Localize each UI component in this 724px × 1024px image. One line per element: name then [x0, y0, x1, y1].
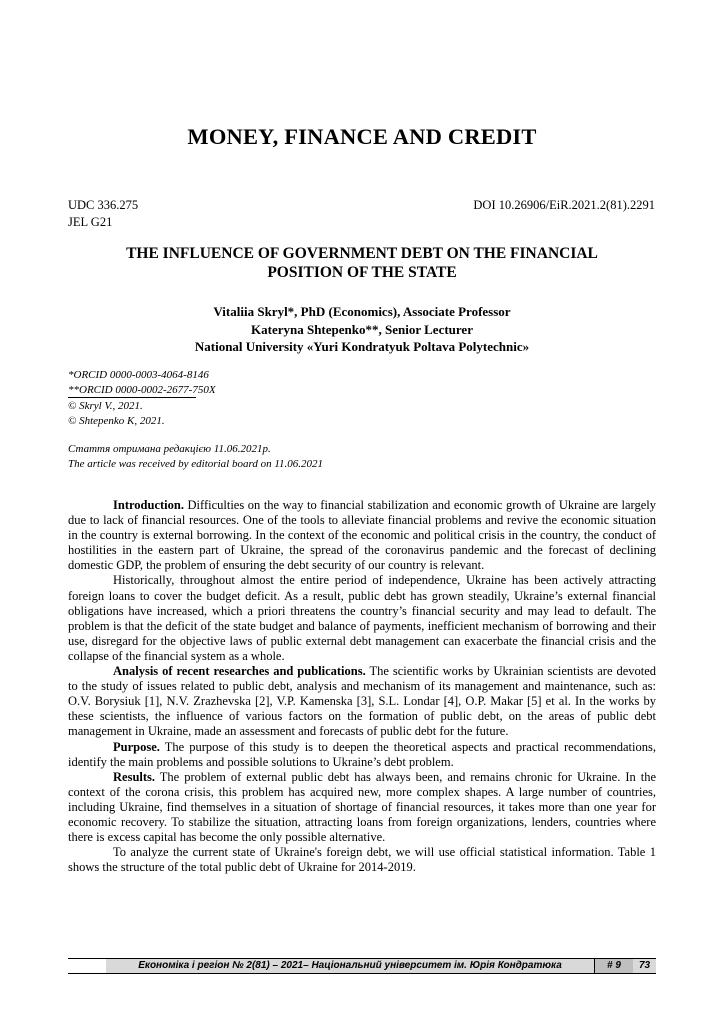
footer-journal: Економіка і регіон № 2(81) – 2021– Національний університет ім. Юрія Кондратюка [106, 959, 594, 973]
paragraph: To analyze the current state of Ukraine's foreign debt, we will use official statistical information. Table 1 shows the structure of the total public debt of Ukraine for 2014-2019. [68, 845, 656, 875]
affiliation: National University «Yuri Kondratyuk Poltava Polytechnic» [194, 339, 530, 354]
section-title: MONEY, FINANCE AND CREDIT [187, 124, 537, 149]
footer-spacer [68, 959, 107, 973]
received-note-en: The article was received by editorial board on 11.06.2021 [68, 457, 323, 470]
paper-title [68, 244, 656, 282]
paragraph-heading: Purpose. [113, 739, 160, 754]
doi[interactable]: DOI 10.26906/EiR.2021.2(81).2291 [473, 198, 655, 212]
footer-issue: # 9 [594, 959, 634, 973]
author-line: Vitaliia Skryl*, PhD (Economics), Associate Professor [213, 304, 511, 319]
orcid-note[interactable]: **ORCID 0000-0002-2677-750X [68, 383, 216, 396]
paragraph: Historically, throughout almost the entire period of independence, Ukraine has been actively attracting foreign loans to cover the budget deficit. As a result, public debt has grown steadily, Ukraine’s external financial obligations have increased, which a priori threatens the country’s financial security and may lead to default. The problem is that the deficit of the state budget and balance of payments, inefficient mechanism of borrowing and their use, disregard for the objective laws of public external debt management can exacerbate the financial crisis and the collapse of the financial system as a whole. [68, 573, 656, 663]
note-divider [68, 397, 196, 398]
page-footer [68, 958, 656, 974]
copyright-note: © Shtepenko K, 2021. [68, 414, 165, 427]
paragraph-text: The scientific works by Ukrainian scientists are devoted to the study of issues related to public debt, analysis and mechanism of its management and maintenance, such as: O.V. Borysiuk [1], N.V. Zrazhevska [2], V.P. Kamenska [3], S.L. Londar [4], O.P. Makar [5] et al. In the works by these scientists, the influence of various factors on the formation of public debt, on the areas of public debt management in Ukraine, made an assessment and forecasts of public debt for the future. [68, 664, 657, 739]
classification-codes [68, 197, 138, 231]
paper-title-line: THE INFLUENCE OF GOVERNMENT DEBT ON THE FINANCIAL [126, 245, 598, 262]
paragraph-text: The problem of external public debt has always been, and remains chronic for Ukraine. In the context of the corona crisis, this problem has acquired new, more complex shapes. A large number of countries, including Ukraine, find themselves in a situation of shortage of financial resources, it takes more than one year for economic recovery. To stabilize the situation, attracting loans from foreign organizations, lenders, countries where there is excess capital has become the only possible alternative. [68, 769, 656, 845]
received-note-ua: Стаття отримана редакцією 11.06.2021р. [68, 443, 271, 455]
article-body [68, 498, 656, 875]
udc-code: UDC 336.275 [68, 198, 139, 212]
paragraph-results [68, 770, 656, 845]
paragraph-heading: Results. [113, 769, 156, 784]
paragraph-heading: Introduction. [113, 498, 184, 512]
article-notes [68, 368, 468, 471]
paragraph-introduction [68, 498, 656, 573]
footer-page-number: 73 [633, 959, 656, 973]
author-line: Kateryna Shtepenko**, Senior Lecturer [251, 321, 473, 337]
paragraph-purpose [68, 740, 656, 770]
paragraph-heading: Analysis of recent researches and publications. [113, 664, 366, 679]
copyright-note: © Skryl V., 2021. [68, 400, 143, 412]
jel-code: JEL G21 [68, 215, 113, 229]
paragraph-analysis [68, 664, 656, 739]
paragraph-text: The purpose of this study is to deepen the theoretical aspects and practical recommendations, identify the main problems and possible solutions to Ukraine’s debt problem. [68, 739, 656, 769]
paragraph-text: Difficulties on the way to financial stabilization and economic growth of Ukraine are largely due to lack of financial resources. One of the tools to alleviate financial problems and revive the economic situation in the country is external borrowing. In the context of the economic and political crisis in the country, the conduct of hostilities in the eastern part of Ukraine, the spread of the coronavirus pandemic and the forecast of declining domestic GDP, the problem of ensuring the debt security of our country is relevant. [68, 498, 656, 573]
paper-title-line: POSITION OF THE STATE [267, 264, 457, 281]
orcid-note[interactable]: *ORCID 0000-0003-4064-8146 [68, 369, 209, 381]
author-block [68, 303, 656, 356]
